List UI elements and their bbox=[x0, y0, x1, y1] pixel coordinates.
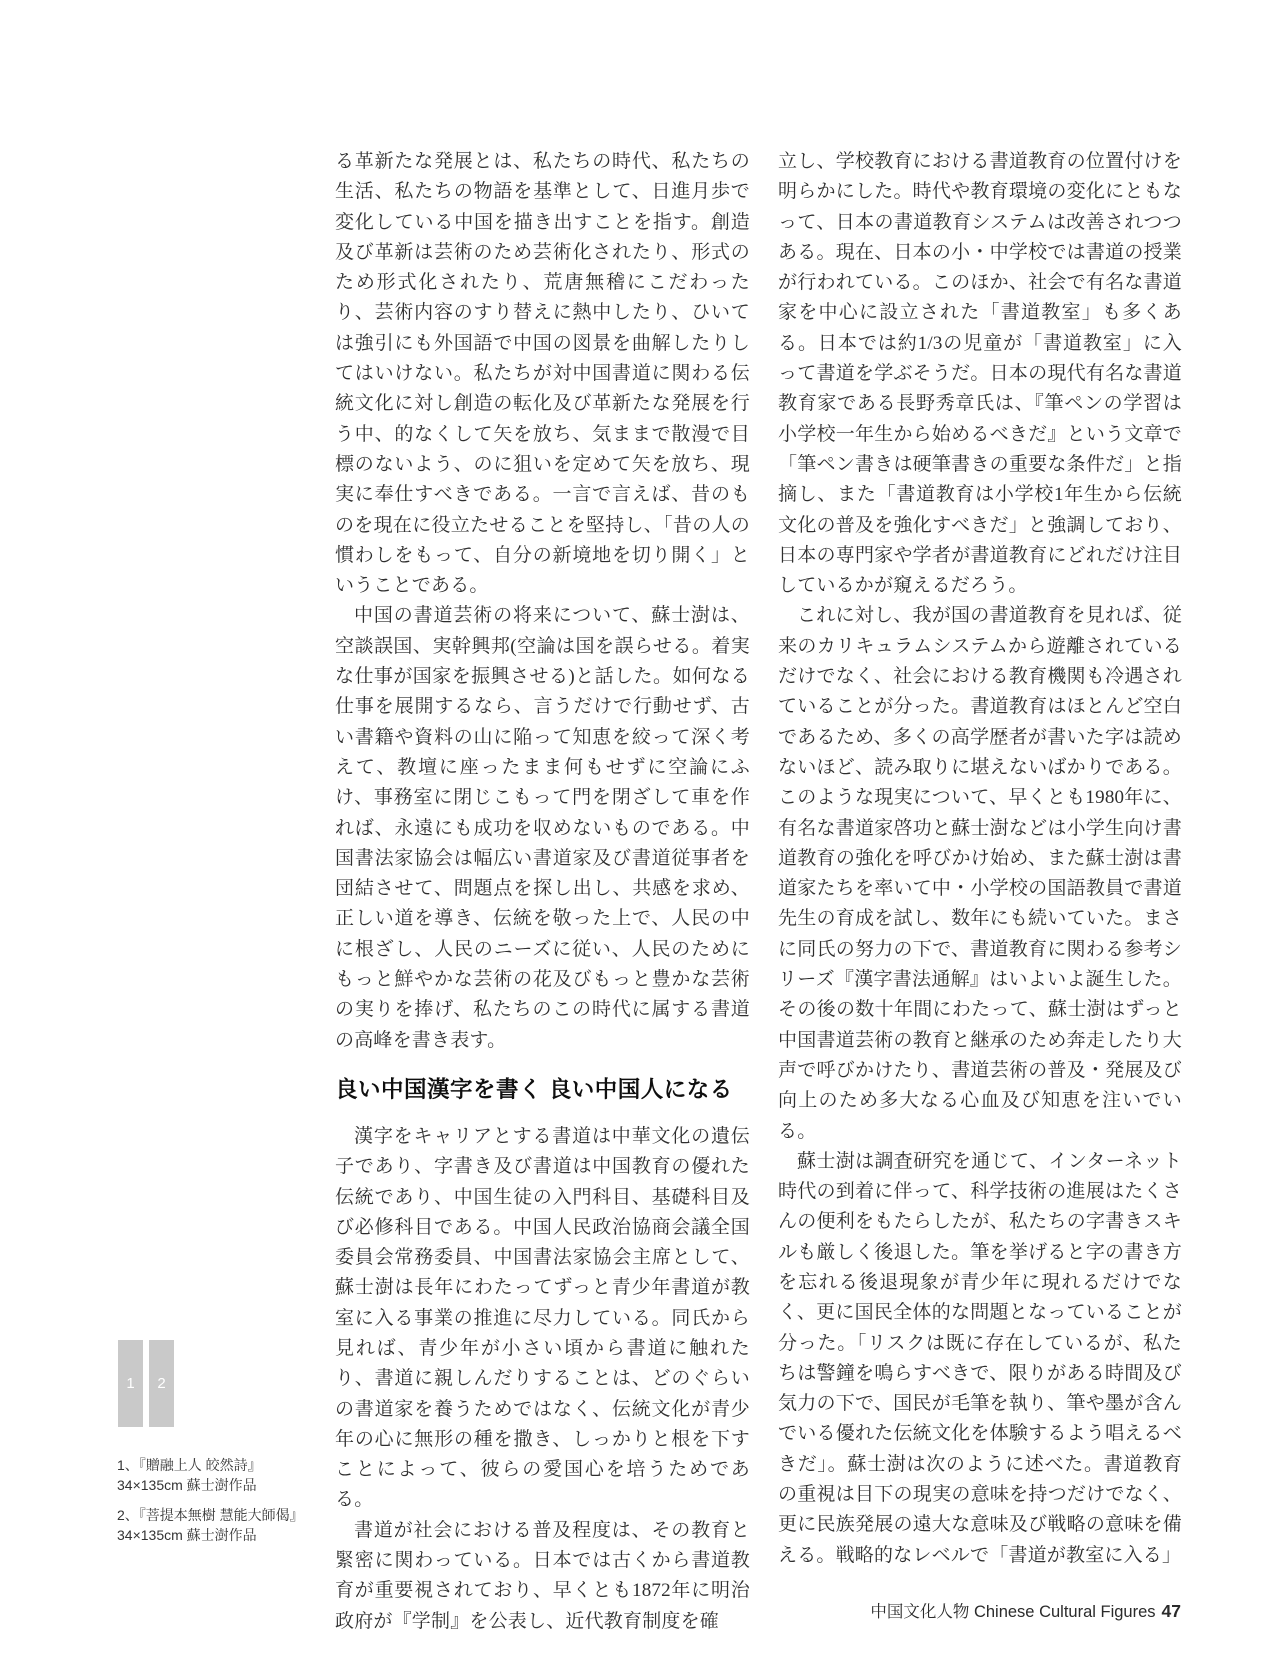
figure-captions bbox=[117, 1456, 317, 1556]
section-heading: 良い中国漢字を書く 良い中国人になる bbox=[335, 1076, 733, 1102]
figure-marker-1 bbox=[118, 1340, 143, 1427]
page-footer bbox=[870, 1598, 1181, 1622]
caption-title: 2、『菩提本無樹 慧能大師偈』 bbox=[117, 1507, 304, 1523]
caption-title: 1、『贈融上人 皎然詩』 bbox=[117, 1457, 262, 1473]
caption-detail: 34×135cm 蘇士澍作品 bbox=[117, 1476, 257, 1493]
magazine-title: 中国文化人物 Chinese Cultural Figures bbox=[870, 1603, 1156, 1621]
left-column bbox=[335, 147, 750, 1637]
body-paragraph: 漢字をキャリアとする書道は中華文化の遺伝子であり、字書き及び書道は中国教育の優れた伝統であり、中国生徒の入門科目、基礎科目及び必修科目である。中国人民政治協商会議全国委員会常務委員、中国書法家協会主席として、蘇士澍は長年にわたってずっと青少年書道が教室に入る事業の推進に尽力している。同氏から見れば、青少年が小さい頃から書道に触れたり、書道に親しんだりすることは、どのぐらいの書道家を養うためではなく、伝統文化が青少年の心に無形の種を撒き、しっかりと根を下すことによって、彼らの愛国心を培うためである。 bbox=[335, 1125, 750, 1511]
figure-marker-2 bbox=[149, 1340, 174, 1427]
caption-item bbox=[117, 1456, 317, 1495]
figure-marker-label: 2 bbox=[157, 1375, 166, 1392]
caption-detail: 34×135cm 蘇士澍作品 bbox=[117, 1526, 257, 1543]
body-paragraph: 立し、学校教育における書道教育の位置付けを明らかにした。時代や教育環境の変化にともなって、日本の書道教育システムは改善されつつある。現在、日本の小・中学校では書道の授業が行われている。このほか、社会で有名な書道家を中心に設立された「書道教室」も多くある。日本では約1/3の児童が「書道教室」に入って書道を学ぶそうだ。日本の現代有名な書道教育家である長野秀章氏は、『筆ペンの学習は小学校一年生から始めるべきだ』という文章で「筆ペン書きは硬筆書きの重要な条件だ」と指摘し、また「書道教育は小学校1年生から伝統文化の普及を強化すべきだ」と強調しており、日本の専門家や学者が書道教育にどれだけ注目しているかが窺えるだろう。 bbox=[778, 151, 1182, 597]
body-paragraph: る革新たな発展とは、私たちの時代、私たちの生活、私たちの物語を基準として、日進月歩で変化している中国を描き出すことを指す。創造及び革新は芸術のため芸術化されたり、形式のため形式化されたり、荒唐無稽にこだわったり、芸術内容のすり替えに熱中したり、ひいては強引にも外国語で中国の図景を曲解したりしてはいけない。私たちが対中国書道に関わる伝統文化に対し創造の転化及び革新たな発展を行う中、的なくして矢を放ち、気ままで散漫で目標のないよう、のに狙いを定めて矢を放ち、現実に奉仕すべきである。一言で言えば、昔のものを現在に役立たせることを堅持し、「昔の人の慣わしをもって、自分の新境地を切り開く」ということである。 bbox=[335, 151, 750, 597]
body-paragraph: 書道が社会における普及程度は、その教育と緊密に関わっている。日本では古くから書道教育が重要視されており、早くとも1872年に明治政府が『学制』を公表し、近代教育制度を確 bbox=[335, 1519, 750, 1632]
right-column bbox=[778, 147, 1182, 1571]
page-number: 47 bbox=[1161, 1601, 1181, 1621]
body-paragraph: 中国の書道芸術の将来について、蘇士澍は、空談誤国、実幹興邦(空論は国を誤らせる。着実な仕事が国家を振興させる)と話した。如何なる仕事を展開するなら、言うだけで行動せず、古い書籍や資料の山に陥って知恵を絞って深く考えて、教壇に座ったまま何もせずに空論にふけ、事務室に閉じこもって門を閉ざして車を作れば、永遠にも成功を収めないものである。中国書法家協会は幅広い書道家及び書道従事者を団結させて、問題点を探し出し、共感を求め、正しい道を導き、伝統を敬った上で、人民の中に根ざし、人民のニーズに従い、人民のためにもっと鮮やかな芸術の花及びもっと豊かな芸術の実りを捧げ、私たちのこの時代に属する書道の高峰を書き表す。 bbox=[335, 605, 750, 1051]
body-paragraph: これに対し、我が国の書道教育を見れば、従来のカリキュラムシステムから遊離されているだけでなく、社会における教育機関も冷遇されていることが分った。書道教育はほとんど空白であるため、多くの高学歴者が書いた字は読めないほど、読み取りに堪えないばかりである。このような現実について、早くとも1980年に、有名な書道家啓功と蘇士澍などは小学生向け書道教育の強化を呼びかけ始め、また蘇士澍は書道家たちを率いて中・小学校の国語教員で書道先生の育成を試し、数年にも続いていた。まさに同氏の努力の下で、書道教育に関わる参考シリーズ『漢字書法通解』はいよいよ誕生した。その後の数十年間にわたって、蘇士澍はずっと中国書道芸術の教育と継承のため奔走したり大声で呼びかけたり、書道芸術の普及・発展及び向上のため多大なる心血及び知恵を注いでいる。 bbox=[778, 605, 1182, 1142]
caption-item bbox=[117, 1506, 317, 1545]
body-paragraph: 蘇士澍は調査研究を通じて、インターネット時代の到着に伴って、科学技術の進展はたくさんの便利をもたらしたが、私たちの字書きスキルも厳しく後退した。筆を挙げると字の書き方を忘れる後退現象が青少年に現れるだけでなく、更に国民全体的な問題となっていることが分った。「リスクは既に存在しているが、私たちは警鐘を鳴らすべきで、限りがある時間及び気力の下で、国民が毛筆を執り、筆や墨が含んでいる優れた伝統文化を体験するよう唱えるべきだ」。蘇士澍は次のように述べた。書道教育の重視は目下の現実の意味を持つだけでなく、更に民族発展の遠大な意味及び戦略の意味を備える。戦略的なレベルで「書道が教室に入る」 bbox=[778, 1150, 1182, 1566]
figure-marker-label: 1 bbox=[126, 1375, 135, 1392]
